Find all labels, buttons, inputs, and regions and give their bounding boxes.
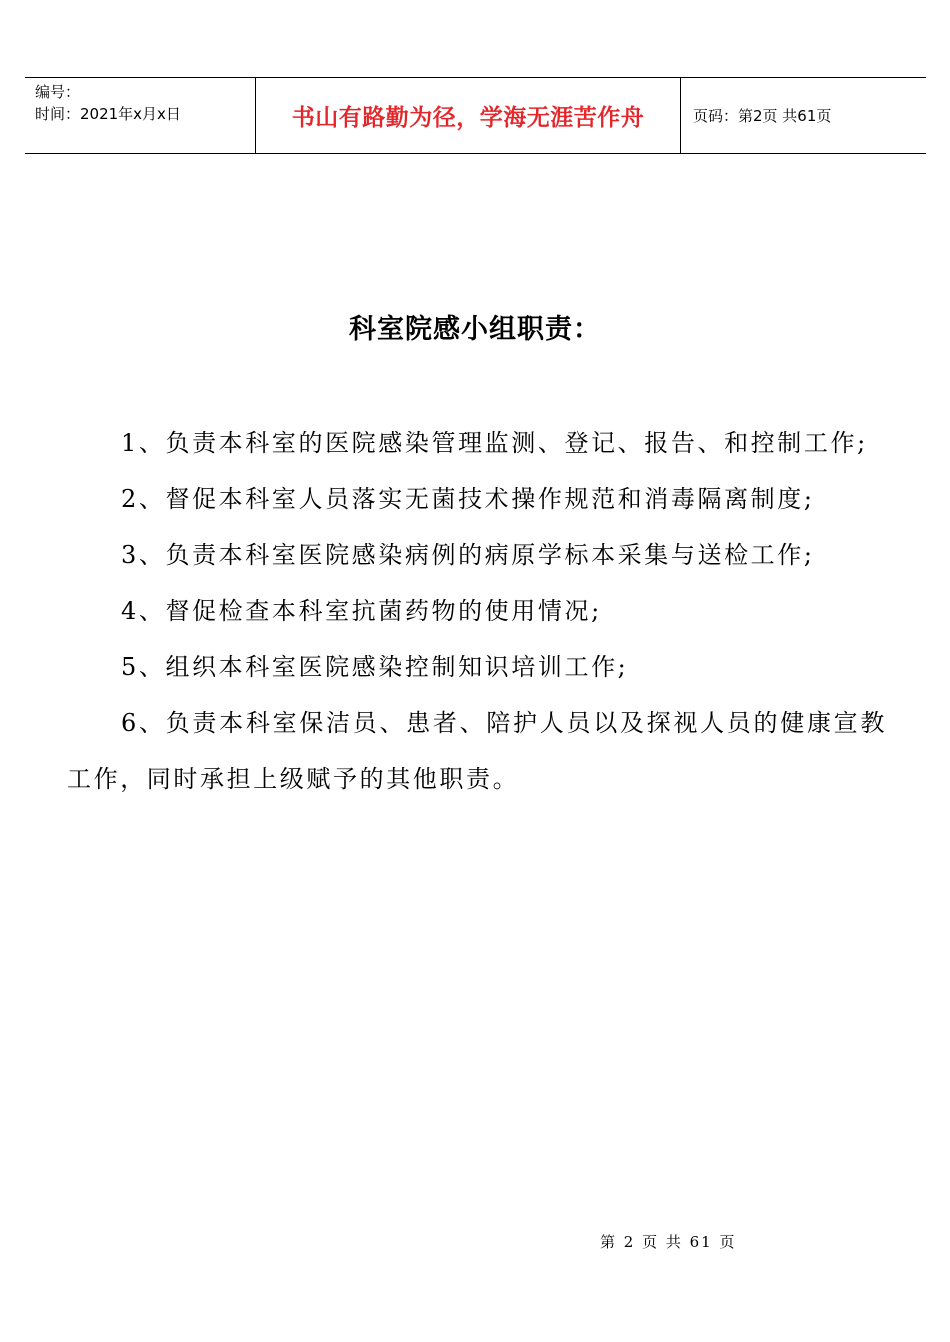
page-header <box>25 77 926 154</box>
header-motto: 书山有路勤为径，学海无涯苦作舟 <box>291 104 645 131</box>
document-number-label: 编号： <box>35 83 81 101</box>
duty-item-6: 6、负责本科室保洁员、患者、陪护人员以及探视人员的健康宣教工作，同时承担上级赋予的其他职责。 <box>67 709 887 793</box>
document-time-label: 时间：2021年x月x日 <box>35 105 181 123</box>
header-motto-cell <box>255 78 681 153</box>
duty-item-2: 2、督促本科室人员落实无菌技术操作规范和消毒隔离制度; <box>121 485 815 513</box>
page-footer: 第 2 页 共 61 页 <box>600 1233 737 1251</box>
duty-item-5: 5、组织本科室医院感染控制知识培训工作; <box>121 653 629 681</box>
duty-item-1: 1、负责本科室的医院感染管理监测、登记、报告、和控制工作; <box>121 429 868 457</box>
header-meta-cell <box>25 78 255 153</box>
document-body <box>67 415 887 807</box>
document-title: 科室院感小组职责： <box>349 314 601 345</box>
duty-item-3: 3、负责本科室医院感染病例的病原学标本采集与送检工作; <box>121 541 815 569</box>
header-page-label: 页码：第2页 共61页 <box>693 107 832 125</box>
header-page-cell <box>681 78 926 153</box>
duty-item-4: 4、督促检查本科室抗菌药物的使用情况; <box>121 597 602 625</box>
